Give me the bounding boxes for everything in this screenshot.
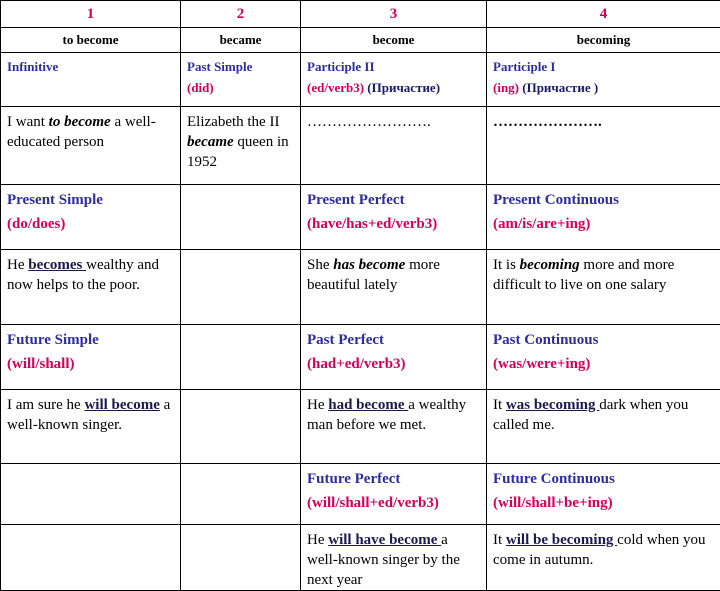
- example-text: It: [493, 397, 506, 413]
- column-number: 1: [1, 1, 181, 28]
- example-text: It: [493, 532, 506, 548]
- tense-cell: [1, 325, 181, 390]
- form-russian: (Причастие ): [522, 80, 598, 95]
- example-row: [1, 107, 720, 185]
- example-text: more and more difficult to live on one salary: [493, 257, 674, 293]
- form-formula: (did): [187, 79, 294, 97]
- column-numbers-row: [1, 1, 720, 28]
- example-verb: will become: [84, 397, 159, 413]
- tense-cell-empty: [181, 325, 301, 390]
- example-text: He: [307, 532, 328, 548]
- example-cell: [301, 107, 487, 185]
- verb-form: become: [301, 28, 487, 53]
- example-text: wealthy and now helps to the poor.: [7, 257, 159, 293]
- column-number: 4: [487, 1, 720, 28]
- example-verb: has become: [333, 257, 405, 273]
- example-cell: [487, 525, 720, 591]
- example-text: more beautiful lately: [307, 257, 440, 293]
- example-text: I want: [7, 114, 49, 130]
- example-cell-empty: [181, 525, 301, 591]
- example-verb: will be becoming: [506, 532, 617, 548]
- example-text: dark when you called me.: [493, 397, 688, 433]
- tense-cell-empty: [181, 185, 301, 250]
- example-verb: had become: [328, 397, 408, 413]
- form-names-row: [1, 53, 720, 107]
- example-cell: [301, 525, 487, 591]
- example-cell: [1, 250, 181, 325]
- form-formula: (ed/verb3): [307, 80, 364, 95]
- tense-name: Future Perfect: [307, 470, 480, 488]
- example-verb: to become: [49, 114, 111, 130]
- example-cell: [487, 250, 720, 325]
- tense-name: Present Simple: [7, 191, 174, 209]
- blank-dots: ………………….: [493, 114, 602, 130]
- example-text: He: [307, 397, 328, 413]
- form-formula-line: [307, 79, 480, 97]
- form-name: Participle I: [493, 58, 714, 75]
- example-text: I am sure he: [7, 397, 84, 413]
- example-cell: [301, 250, 487, 325]
- tense-cell: [1, 185, 181, 250]
- verb-form: became: [181, 28, 301, 53]
- form-name: Participle II: [307, 58, 480, 75]
- form-name: Past Simple: [187, 58, 294, 75]
- tense-name: Present Perfect: [307, 191, 480, 209]
- example-cell: [487, 390, 720, 464]
- example-text: She: [307, 257, 333, 273]
- form-russian: (Причастие): [367, 80, 440, 95]
- example-cell-empty: [181, 390, 301, 464]
- tense-formula: (will/shall+ed/verb3): [307, 494, 480, 512]
- tense-formula: (am/is/are+ing): [493, 215, 714, 233]
- tense-cell: [301, 185, 487, 250]
- example-verb: becoming: [520, 257, 580, 273]
- form-cell: [487, 53, 720, 107]
- tense-cell: [487, 185, 720, 250]
- tense-header-row: [1, 325, 720, 390]
- tense-name: Future Simple: [7, 331, 174, 349]
- example-cell: [181, 107, 301, 185]
- tense-cell: [487, 325, 720, 390]
- tense-name: Past Continuous: [493, 331, 714, 349]
- form-formula-line: [493, 79, 714, 97]
- example-verb: becomes: [28, 257, 86, 273]
- tense-name: Future Continuous: [493, 470, 714, 488]
- tense-cell-empty: [1, 464, 181, 525]
- tense-cell: [301, 325, 487, 390]
- tense-formula: (was/were+ing): [493, 355, 714, 373]
- tense-name: Past Perfect: [307, 331, 480, 349]
- form-cell: [1, 53, 181, 107]
- tense-header-row: [1, 185, 720, 250]
- tense-cell-empty: [181, 464, 301, 525]
- tense-formula: (do/does): [7, 215, 174, 233]
- example-verb: became: [187, 134, 234, 150]
- tense-formula: (have/has+ed/verb3): [307, 215, 480, 233]
- example-row: [1, 250, 720, 325]
- verb-form: becoming: [487, 28, 720, 53]
- example-text: a wealthy man before we met.: [307, 397, 466, 433]
- verb-form: to become: [1, 28, 181, 53]
- example-cell: [1, 107, 181, 185]
- tense-cell: [301, 464, 487, 525]
- example-row: [1, 390, 720, 464]
- example-text: a well-known singer.: [7, 397, 170, 433]
- example-text: It is: [493, 257, 520, 273]
- example-cell-empty: [1, 525, 181, 591]
- tense-formula: (will/shall): [7, 355, 174, 373]
- column-number: 3: [301, 1, 487, 28]
- tense-cell: [487, 464, 720, 525]
- form-cell: [301, 53, 487, 107]
- example-text: Elizabeth the II: [187, 114, 279, 130]
- example-text: a well-educated person: [7, 114, 156, 150]
- example-cell-empty: [181, 250, 301, 325]
- example-text: queen in 1952: [187, 134, 289, 170]
- example-verb: will have become: [328, 532, 441, 548]
- tense-formula: (will/shall+be+ing): [493, 494, 714, 512]
- tense-name: Present Continuous: [493, 191, 714, 209]
- example-cell: [487, 107, 720, 185]
- example-text: He: [7, 257, 28, 273]
- example-text: a well-known singer by the next year: [307, 532, 460, 588]
- blank-dots: …………………….: [307, 114, 431, 130]
- column-number: 2: [181, 1, 301, 28]
- example-text: cold when you come in autumn.: [493, 532, 706, 568]
- tense-formula: (had+ed/verb3): [307, 355, 480, 373]
- example-row: [1, 525, 720, 591]
- example-cell: [1, 390, 181, 464]
- example-verb: was becoming: [506, 397, 599, 413]
- verb-forms-row: [1, 28, 720, 53]
- example-cell: [301, 390, 487, 464]
- form-formula: (ing): [493, 80, 519, 95]
- form-cell: [181, 53, 301, 107]
- tense-header-row: [1, 464, 720, 525]
- form-name: Infinitive: [7, 58, 174, 75]
